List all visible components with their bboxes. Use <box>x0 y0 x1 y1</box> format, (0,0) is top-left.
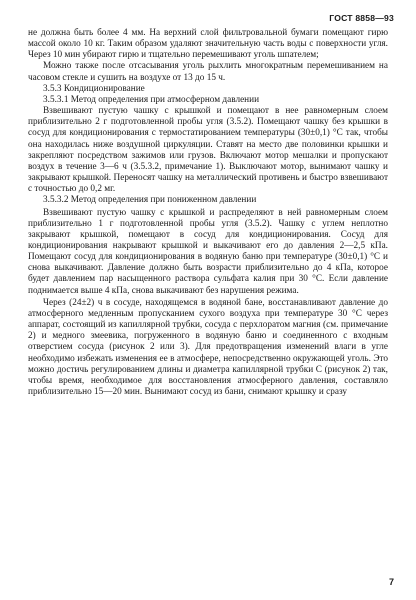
subsection-heading: 3.5.3.1 Метод определения при атмосферном давлении <box>43 94 260 105</box>
document-body <box>28 28 388 398</box>
standard-header: ГОСТ 8858—93 <box>329 13 394 23</box>
paragraph: Можно также после отсасывания уголь рыхлить многократным перемешиванием на часовом стекле и сушить на воздухе от 13 до 15 ч. <box>28 61 388 83</box>
paragraph: Взвешивают пустую чашку с крышкой и помещают в нее равномерным слоем приблизительно 2 г подготовленной пробы угля (3.5.2). Помещают чашку без крышки в сосуд для кондиционирования с термостатированием температуры (30±0,1) °С так, чтобы она находилась ниже воздушной циркуляции. Ставят на место две половинки крышки и закрепляют посредством зажимов или грузов. Включают мотор мешалки и пропускают воздух в течение 3—6 ч (3.5.3.2, примечание 1). Выключают мотор, вынимают чашку и закрывают крышкой. Переносят чашку на металлический противень и быстро взвешивают с точностью до 0,2 мг. <box>28 106 388 195</box>
paragraph: Через (24±2) ч в сосуде, находящемся в водяной бане, восстанавливают давление до атмосферного медленным пропусканием сухого воздуха при температуре 30 °С через аппарат, состоящий из капиллярной трубки, сосуда с перхлоратом магния (см. примечание 2) и медного змеевика, погруженного в водяную баню и соединенного с входным отверстием сосуда (рисунок 2 или 3). Для предотвращения изменений влаги в угле необходимо избежать изменения ее в атмосфере, непосредственно окружающей уголь. Это можно достичь регулированием длины и диаметра капиллярной трубки С (рисунок 2) так, чтобы время, необходимое для восстановления атмосферного давления, составляло приблизительно 15—20 мин. Вынимают сосуд из бани, снимают крышку и сразу <box>28 297 388 397</box>
section-heading: 3.5.3 Кондиционирование <box>43 83 145 94</box>
subsection-heading: 3.5.3.2 Метод определения при пониженном давлении <box>43 195 257 206</box>
page-number: 7 <box>388 577 394 587</box>
paragraph: не должна быть более 4 мм. На верхний слой фильтровальной бумаги помещают гирю массой около 10 кг. Таким образом удаляют значительную часть воды с поверхности угля. Через 10 мин убирают гирю и тщательно перемешивают уголь шпателем; <box>28 28 388 61</box>
paragraph: Взвешивают пустую чашку с крышкой и распределяют в ней равномерным слоем приблизительно 1 г подготовленной пробы угля (3.5.2). Чашку с углем неплотно закрывают крышкой, помещают в сосуд для кондиционирования. Сосуд для кондиционирования накрывают крышкой и выкачивают его до давления 2—2,5 кПа. Помещают сосуд для кондиционирования в водяную баню при температуре (30±0,1) °С и снова выкачивают. Давление должно быть возрасти приблизительно до 4 кПа, которое будет давлением пар насыщенного раствора сульфата калия при 30 °С. Если давление поднимается выше 4 кПа, снова выкачивают без нарушения режима. <box>28 207 388 296</box>
